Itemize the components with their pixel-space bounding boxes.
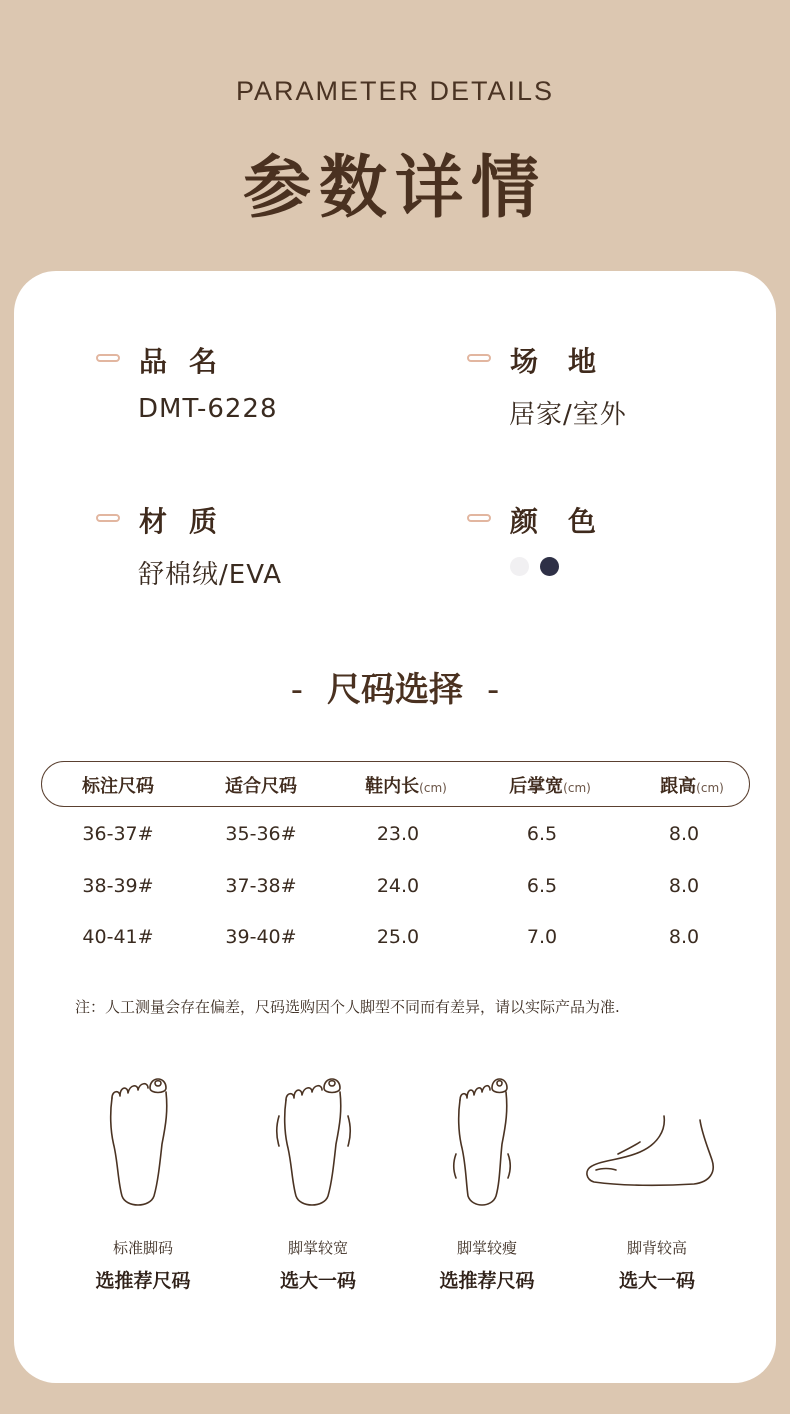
color-swatch-white — [510, 557, 529, 576]
size-title-text: 尺码选择 — [327, 670, 463, 710]
foot-advice-label: 选大一码 — [618, 1270, 695, 1292]
foot-type-label: 脚掌较宽 — [287, 1239, 348, 1257]
column-header — [43, 772, 193, 798]
table-cell: 8.0 — [668, 875, 700, 897]
column-header-text: 鞋内长 — [365, 776, 420, 797]
param-value: DMT-6228 — [138, 394, 278, 424]
param-label: 颜色 — [510, 505, 627, 538]
table-cell: 8.0 — [668, 823, 700, 845]
foot-advice-label: 选推荐尺码 — [95, 1270, 191, 1292]
bullet-pill-icon — [467, 514, 491, 522]
param-label: 材质 — [139, 505, 240, 538]
column-header — [186, 772, 336, 798]
column-header-text: 后掌宽 — [509, 776, 564, 797]
subtitle: PARAMETER DETAILS — [235, 76, 555, 106]
title-dash-left: - — [290, 670, 303, 710]
column-header-unit: (cm) — [419, 781, 447, 795]
title-dash-right: - — [487, 670, 500, 710]
table-cell: 35-36# — [225, 823, 297, 845]
foot-type-label: 脚掌较瘦 — [456, 1239, 517, 1257]
table-cell: 6.5 — [526, 875, 558, 897]
foot-advice-label: 选推荐尺码 — [439, 1270, 535, 1292]
table-cell: 38-39# — [82, 875, 154, 897]
param-value: 居家/室外 — [509, 400, 627, 430]
column-header-unit: (cm) — [696, 781, 724, 795]
column-header — [331, 772, 481, 798]
bullet-pill-icon — [96, 514, 120, 522]
table-cell: 40-41# — [82, 926, 154, 948]
param-value: 舒棉绒/EVA — [138, 560, 283, 590]
size-section-title — [0, 662, 790, 711]
foot-type-label: 脚背较高 — [626, 1239, 687, 1257]
column-header-text: 适合尺码 — [225, 776, 297, 797]
column-header — [475, 772, 625, 798]
column-header-unit: (cm) — [563, 781, 591, 795]
color-swatch-navy — [540, 557, 559, 576]
column-header-text: 标注尺码 — [82, 776, 154, 797]
table-cell: 7.0 — [526, 926, 558, 948]
column-header-text: 跟高 — [660, 776, 697, 797]
table-cell: 36-37# — [82, 823, 154, 845]
column-header — [617, 772, 767, 798]
wide-foot-icon — [272, 1072, 356, 1212]
size-note: 注：人工测量会存在偏差，尺码选购因个人脚型不同而有差异，请以实际产品为准. — [75, 998, 620, 1016]
table-cell: 8.0 — [668, 926, 700, 948]
bullet-pill-icon — [96, 354, 120, 362]
table-cell: 23.0 — [376, 823, 420, 845]
high-instep-foot-icon — [582, 1108, 722, 1192]
table-cell: 39-40# — [225, 926, 297, 948]
table-cell: 6.5 — [526, 823, 558, 845]
table-cell: 25.0 — [376, 926, 420, 948]
page-title: 参数详情 — [242, 149, 547, 228]
table-cell: 37-38# — [225, 875, 297, 897]
bullet-pill-icon — [467, 354, 491, 362]
standard-foot-icon — [100, 1072, 180, 1212]
foot-advice-label: 选大一码 — [279, 1270, 356, 1292]
foot-type-label: 标准脚码 — [112, 1239, 173, 1257]
param-label: 场地 — [510, 345, 627, 378]
table-cell: 24.0 — [376, 875, 420, 897]
param-label: 品名 — [139, 345, 240, 378]
narrow-foot-icon — [444, 1072, 524, 1212]
